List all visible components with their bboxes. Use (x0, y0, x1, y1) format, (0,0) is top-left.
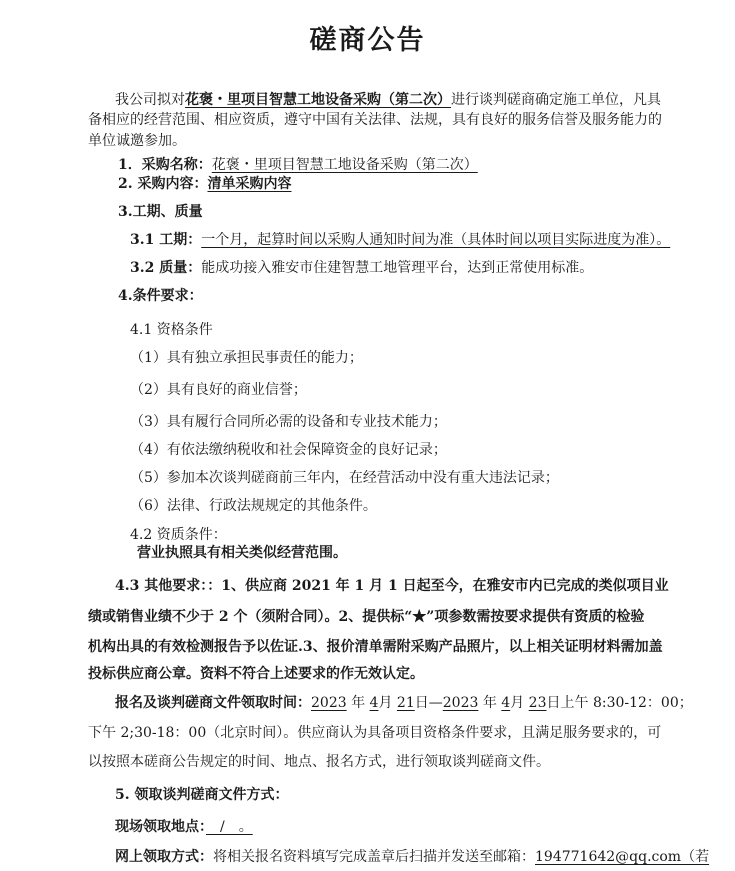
label: 现场领取地点： (115, 819, 206, 835)
onsite-location (115, 818, 253, 836)
section-5-heading: 5. 领取谈判磋商文件方式： (115, 787, 289, 803)
registration-line-3: 以按照本磋商公告规定的时间、地点、报名方式，进行领取谈判磋商文件。 (88, 754, 550, 770)
text: 年 (478, 695, 502, 711)
page-title: 磋商公告 (309, 25, 426, 56)
email-link[interactable]: 194771642@qq.com（若 (535, 849, 710, 865)
month: 4 (501, 695, 511, 711)
text: 日上午 8:30-12：00； (546, 695, 693, 711)
label: 报名及谈判磋商文件领取时间： (115, 695, 311, 711)
project-name: 花褒・里项目智慧工地设备采购（第二次） (185, 92, 451, 108)
quality (130, 259, 593, 277)
text: 将相关报名资料填写完成盖章后扫描并发送至邮箱： (213, 849, 535, 865)
month: 4 (369, 695, 379, 711)
qualification-heading: 4.1 资格条件 (130, 322, 213, 338)
day: 21 (396, 695, 415, 711)
value: 花褒・里项目智慧工地设备采购（第二次） (211, 157, 478, 173)
value: 一个月，起算时间以采购人通知时间为准（具体时间以项目实际进度为准）。 (201, 232, 671, 248)
label: 1．采购名称： (118, 157, 212, 173)
text: 年 (346, 695, 370, 711)
other-req-line-1: 4.3 其他要求：：1、供应商 2021 年 1 月 1 日起至今，在雅安市内已完成的类似项目业 (115, 578, 669, 594)
list-item: （3）具有履行合同所必需的设备和专业技术能力； (130, 414, 447, 430)
text: 月 (510, 695, 529, 711)
intro-text: 进行谈判磋商确定施工单位，凡具 (451, 92, 661, 108)
certification-heading: 4.2 资质条件： (130, 527, 227, 543)
procurement-name (118, 156, 478, 174)
label: 网上领取方式： (115, 849, 213, 865)
text: 月 (378, 695, 397, 711)
section-4-heading: 4.条件要求： (118, 288, 203, 304)
duration (130, 231, 670, 249)
label: 3.1 工期： (130, 232, 202, 248)
value: 清单采购内容 (207, 176, 292, 192)
day: 23 (528, 695, 547, 711)
value: / 。 (206, 819, 253, 835)
online-method (115, 848, 709, 866)
other-req-line-3: 机构出具的有效检测报告予以佐证.3、报价清单需附采购产品照片，以上相关证明材料需加盖 (88, 639, 663, 655)
certification-text: 营业执照具有相关类似经营范围。 (137, 545, 347, 561)
value: 能成功接入雅安市住建智慧工地管理平台，达到正常使用标准。 (201, 260, 594, 276)
intro-line-3: 单位诚邀参加。 (88, 133, 186, 149)
year: 2023 (442, 695, 479, 711)
list-item: （6）法律、行政法规规定的其他条件。 (130, 498, 377, 514)
other-req-line-2: 绩或销售业绩不少于 2 个（须附合同）。2、提供标“★”项参数需按要求提供有资质的检验 (88, 609, 645, 625)
section-3-heading: 3.工期、质量 (118, 204, 203, 220)
label: 2. 采购内容： (118, 176, 208, 192)
procurement-content (118, 175, 292, 193)
list-item: （1）具有独立承担民事责任的能力； (130, 350, 363, 366)
list-item: （2）具有良好的商业信誉； (130, 382, 307, 398)
intro-line-2: 备相应的经营范围、相应资质，遵守中国有关法律、法规，具有良好的服务信誉及服务能力的 (88, 112, 662, 128)
intro-text: 我公司拟对 (115, 92, 185, 108)
label: 3.2 质量： (130, 260, 202, 276)
intro-line-1 (115, 91, 661, 109)
year: 2023 (311, 695, 347, 711)
list-item: （4）有依法缴纳税收和社会保障资金的良好记录； (130, 442, 447, 458)
registration-time (115, 694, 693, 712)
other-req-line-4: 投标供应商公章。资料不符合上述要求的作无效认定。 (88, 666, 424, 682)
list-item: （5）参加本次谈判磋商前三年内，在经营活动中没有重大违法记录； (130, 470, 559, 486)
text: 日— (414, 695, 443, 711)
registration-line-2: 下午 2;30-18：00（北京时间）。供应商认为具备项目资格条件要求，且满足服务要求的，可 (88, 725, 662, 741)
